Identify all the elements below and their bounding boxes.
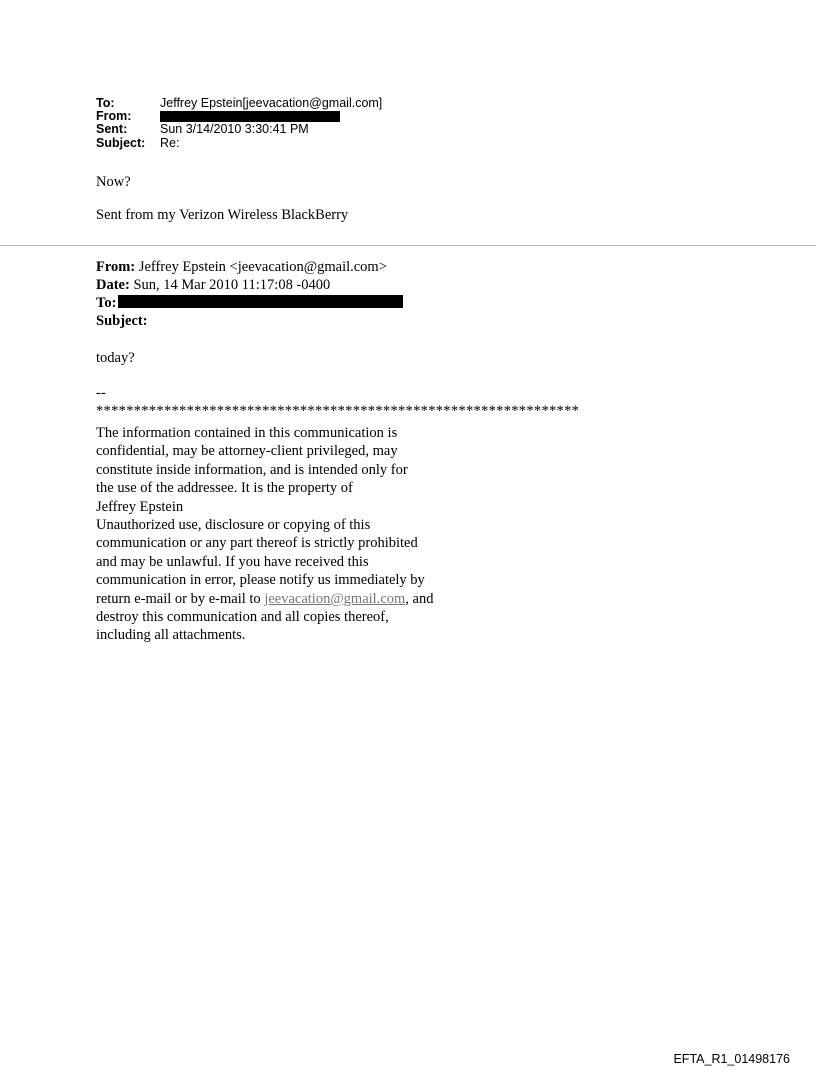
disclaimer-line: including all attachments. [96,627,246,644]
disclaimer-line: communication in error, please notify us immediately by [96,572,425,589]
stars-line: **************************************************************** [96,403,580,419]
disclaimer-line: confidential, may be attorney-client privileged, may [96,443,398,460]
signature-separator [96,384,579,420]
redaction-bar [118,295,403,308]
disclaimer-line: constitute inside information, and is intended only for [96,461,408,478]
header-sent-value: Sun 3/14/2010 3:30:41 PM [160,122,309,137]
disclaimer [96,424,516,645]
reply-signature: Sent from my Verizon Wireless BlackBerry [96,207,349,223]
disclaimer-line: and may be unlawful. If you have received this [96,553,369,570]
header-sent-label: Sent: [96,122,128,137]
forwarded-date-row [96,276,403,294]
disclaimer-text: return e-mail or by e-mail to [96,590,265,607]
disclaimer-line-with-link [96,590,516,608]
forwarded-date-value: Sun, 14 Mar 2010 11:17:08 -0400 [133,277,331,293]
header-subject-label: Subject: [96,135,146,150]
disclaimer-line: communication or any part thereof is strictly prohibited [96,535,418,552]
forwarded-from-row [96,258,403,276]
forwarded-to-row [96,294,403,312]
sig-dash: -- [96,385,106,401]
header-from-label: From: [96,109,132,124]
email-link[interactable]: jeevacation@gmail.com [264,590,406,607]
forwarded-date-label: Date: [96,277,130,293]
forwarded-to-label: To: [96,295,117,311]
disclaimer-line: The information contained in this communication is [96,425,398,441]
forwarded-subject-row [96,312,403,330]
disclaimer-line: Unauthorized use, disclosure or copying of this [96,517,371,534]
forwarded-body: today? [96,350,135,366]
header-subject-value: Re: [160,135,180,150]
disclaimer-text: , and [405,590,434,607]
disclaimer-line: destroy this communication and all copies thereof, [96,609,389,626]
document-id: EFTA_R1_01498176 [673,1052,790,1066]
redaction-bar [160,111,340,122]
header-to-label: To: [96,96,115,110]
forwarded-subject-label: Subject: [96,313,148,329]
forwarded-header [96,258,403,330]
divider [0,245,816,246]
forwarded-from-value: Jeffrey Epstein <jeevacation@gmail.com> [138,259,387,275]
disclaimer-line: the use of the addressee. It is the property of [96,480,353,497]
disclaimer-line: Jeffrey Epstein [96,498,184,515]
reply-body: Now? [96,174,131,190]
forwarded-from-label: From: [96,259,136,275]
header-to-value: Jeffrey Epstein[jeevacation@gmail.com] [160,96,383,110]
